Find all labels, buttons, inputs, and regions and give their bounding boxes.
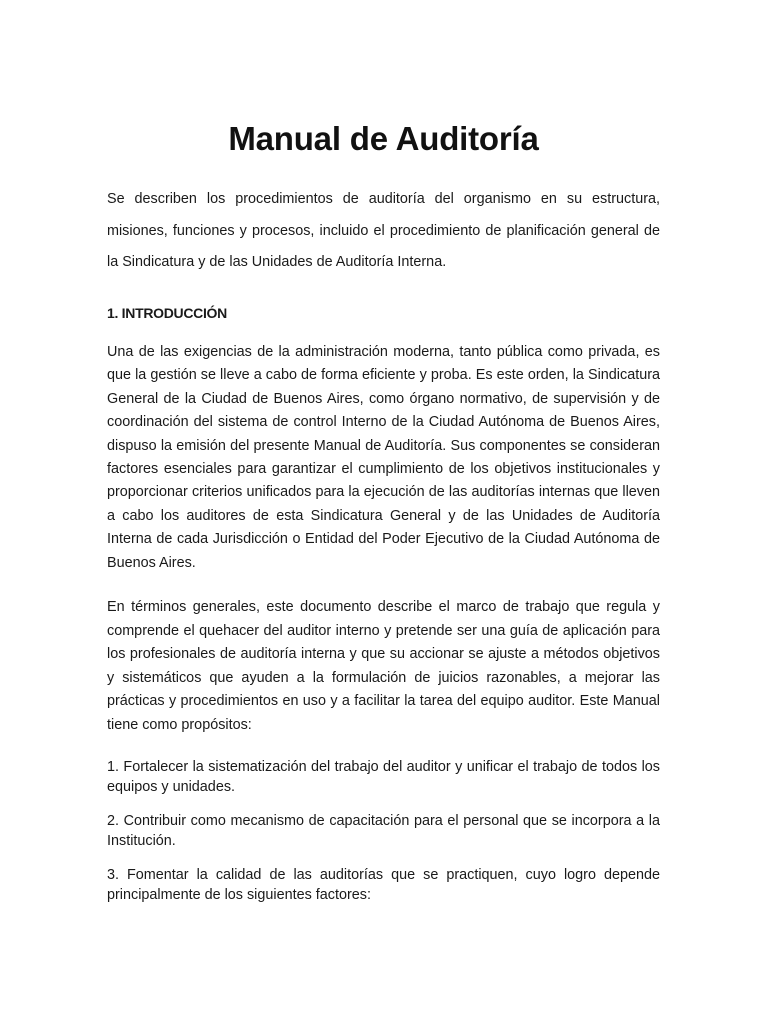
list-item: 2. Contribuir como mecanismo de capacitación para el personal que se incorpora a la Institución. [107, 813, 660, 849]
list-item: 3. Fomentar la calidad de las auditorías que se practiquen, cuyo logro depende principalmente de los siguientes factores: [107, 867, 660, 903]
intro-paragraph: Se describen los procedimientos de auditoría del organismo en su estructura, misiones, funciones y procesos, incluido el procedimiento de planificación general de la Sindicatura y de las Unidades de Auditoría Interna. [107, 191, 660, 270]
body-paragraph: Una de las exigencias de la administración moderna, tanto pública como privada, es que la gestión se lleve a cabo de forma eficiente y proba. Es este orden, la Sindicatura General de la Ciudad de Buenos Aires, como órgano normativo, de supervisión y de coordinación del sistema de control Interno de la Ciudad Autónoma de Buenos Aires, dispuso la emisión del presente Manual de Auditoría. Sus componentes se consideran factores esenciales para garantizar el cumplimiento de los objetivos institucionales y proporcionar criterios unificados para la ejecución de las auditorías internas que lleven a cabo los auditores de esta Sindicatura General y de las Unidades de Auditoría Interna de cada Jurisdicción o Entidad del Poder Ejecutivo de la Ciudad Autónoma de Buenos Aires. [107, 344, 660, 571]
list-item: 1. Fortalecer la sistematización del trabajo del auditor y unificar el trabajo de todos los equipos y unidades. [107, 759, 660, 795]
section-heading: 1. INTRODUCCIÓN [107, 305, 227, 321]
body-paragraph: En términos generales, este documento describe el marco de trabajo que regula y comprende el quehacer del auditor interno y pretende ser una guía de aplicación para los profesionales de auditoría interna y que su accionar se ajuste a métodos objetivos y sistemáticos que ayuden a la formulación de juicios razonables, a mejorar las prácticas y procedimientos en uso y a facilitar la tarea del equipo auditor. Este Manual tiene como propósitos: [107, 599, 660, 733]
document-title: Manual de Auditoría [228, 120, 539, 157]
